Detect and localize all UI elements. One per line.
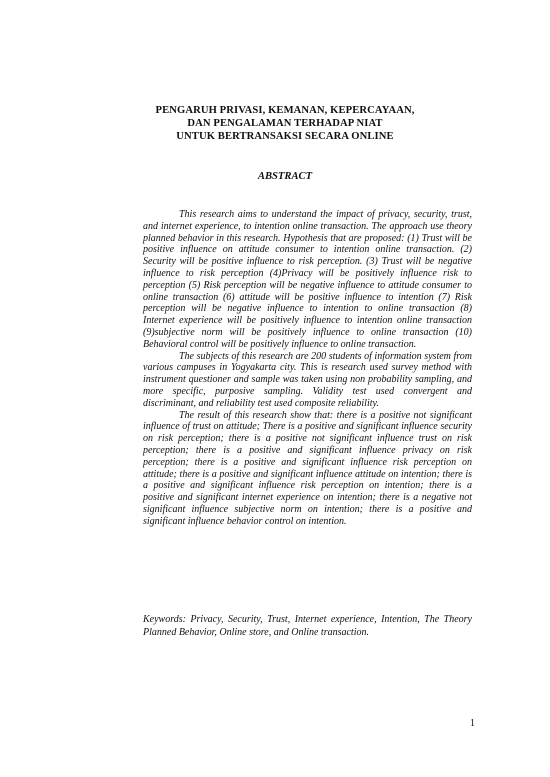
abstract-heading: ABSTRACT xyxy=(257,171,313,182)
title-line: DAN PENGALAMAN TERHADAP NIAT xyxy=(187,118,383,129)
abstract-paragraph: The subjects of this research are 200 students of information system from various campuses in Yogyakarta city. This is research used survey method with instrument questioner and sample was taken using non probability sampling, and more specific, purposive sampling. Validity test used convergent and discriminant, and reliability test used composite reliability. xyxy=(143,350,472,409)
title-line: PENGARUH PRIVASI, KEMANAN, KEPERCAYAAN, xyxy=(155,105,415,116)
keywords: Keywords: Privacy, Security, Trust, Internet experience, Intention, The Theory Planned Behavior, Online store, and Online transaction. xyxy=(143,614,472,638)
abstract-paragraph: The result of this research show that: there is a positive not significant influence of trust on attitude; There is a positive and significant influence security on risk perception; there is a positive not significant influence trust on risk perception; there is a positive and significant influence privacy on risk perception; there is a positive and significant influence risk perception on attitude; there is a positive and significant influence attitude on intention; there is a positive and significant influence risk perception on intention; there is a positive and significant internet experience on intention; there is a negative not significant influence subjective norm on intention; there is a positive and significant influence behavior control on intention. xyxy=(143,409,472,527)
page-number: 1 xyxy=(470,718,475,729)
paper-title xyxy=(100,104,470,143)
title-line: UNTUK BERTRANSAKSI SECARA ONLINE xyxy=(176,131,394,142)
abstract-body xyxy=(143,209,472,528)
abstract-paragraph: This research aims to understand the impact of privacy, security, trust, and internet experience, to intention online transaction. The approach use theory planned behavior in this research. Hypothesis that are proposed: (1) Trust will be positive influence on attitude consumer to intention online transaction. (2) Security will be positive influence to risk perception. (3) Trust will be negative influence to risk perception (4)Privacy will be positively influence risk to perception (5) Risk perception will be negative influence to attitude consumer to online transaction (6) attitude will be positive influence to intention (7) Risk perception will be negative influence to intention to online transaction (8) Internet experience will be positively influence to intention online transaction (9)subjective norm will be positively influence to online transaction (10) Behavioral control will be positively influence to online transaction. xyxy=(143,209,472,350)
